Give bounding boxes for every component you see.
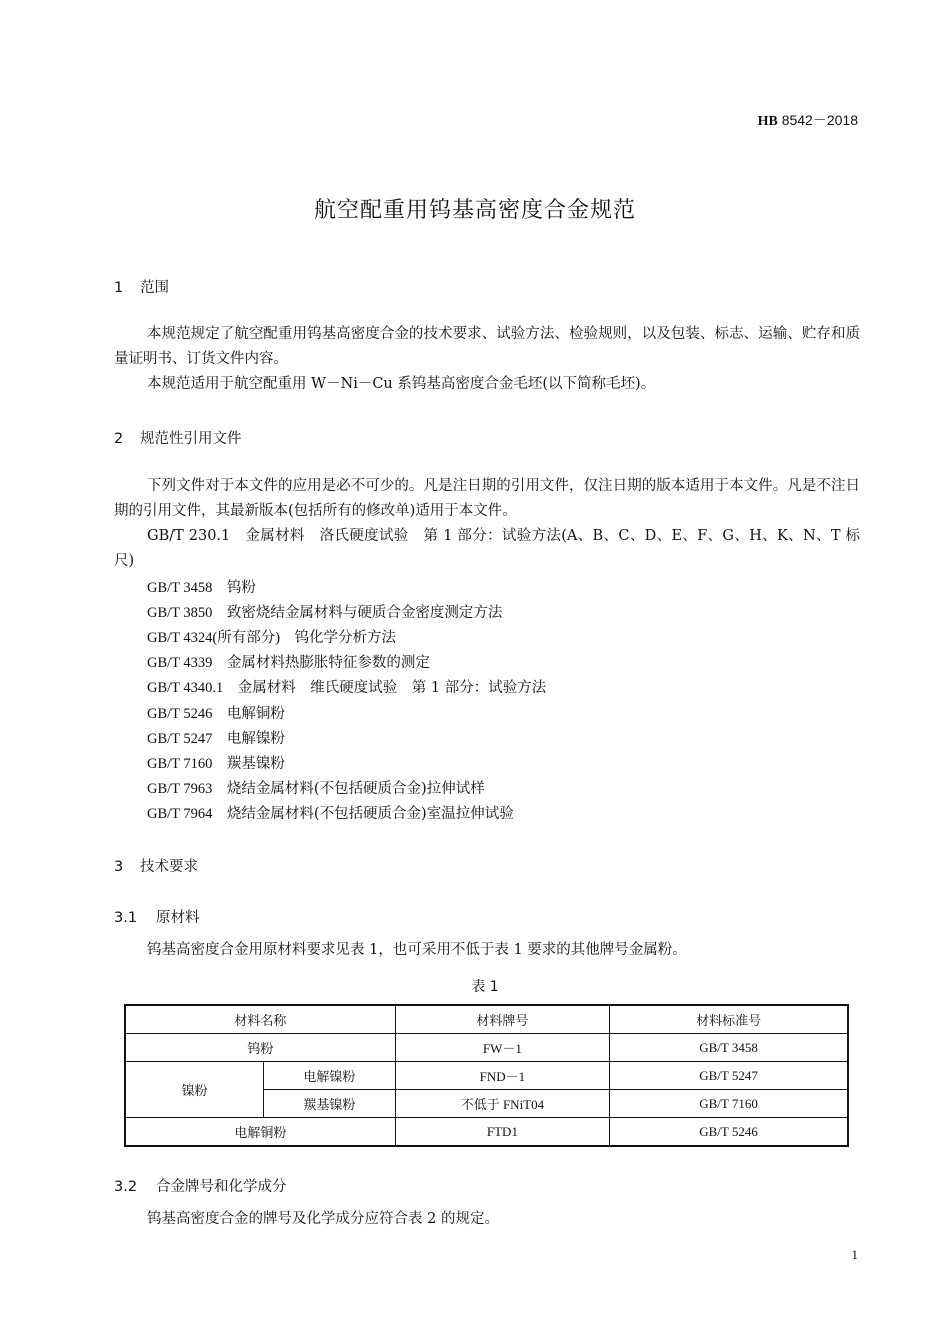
section-number: 3 <box>114 859 124 875</box>
reference-item: GB/T 3850 致密烧结金属材料与硬质合金密度测定方法 <box>147 605 503 621</box>
table-cell: 电解镍粉 <box>264 1062 396 1090</box>
table-header-cell: 材料标准号 <box>610 1005 848 1034</box>
section-1-heading <box>114 276 169 297</box>
reference-item: GB/T 4340.1 金属材料 维氏硬度试验 第 1 部分：试验方法 <box>147 680 547 696</box>
section-number: 3.1 <box>114 910 138 926</box>
table-cell: GB/T 7160 <box>610 1090 848 1118</box>
scope-paragraph-2: 本规范适用于航空配重用 W－Ni－Cu 系钨基高密度合金毛坯(以下简称毛坯)。 <box>147 376 656 392</box>
table-cell: GB/T 5246 <box>610 1118 848 1147</box>
reference-item: GB/T 7963 烧结金属材料(不包括硬质合金)拉伸试样 <box>147 781 485 797</box>
section-3-2-heading <box>114 1175 287 1196</box>
table-1-caption: 表 1 <box>471 979 499 995</box>
section-3-heading <box>114 855 198 876</box>
reference-item: GB/T 3458 钨粉 <box>147 580 256 596</box>
table-row <box>125 1118 848 1147</box>
table-cell: FTD1 <box>395 1118 609 1147</box>
table-cell: 镍粉 <box>125 1062 264 1118</box>
section-3-1-heading <box>114 906 200 927</box>
document-title: 航空配重用钨基高密度合金规范 <box>313 198 636 223</box>
reference-gbt-230-1: GB/T 230.1 金属材料 洛氏硬度试验 第 1 部分：试验方法(A、B、C、D、E、F、G、H、K、N、T 标尺) <box>114 528 860 569</box>
alloy-grade-paragraph: 钨基高密度合金的牌号及化学成分应符合表 2 的规定。 <box>147 1211 499 1227</box>
table-row <box>125 1062 848 1090</box>
table-row <box>125 1034 848 1062</box>
reference-item: GB/T 4324(所有部分) 钨化学分析方法 <box>147 630 397 646</box>
section-2-heading <box>114 427 242 448</box>
section-title: 原材料 <box>156 910 200 926</box>
table-cell: 羰基镍粉 <box>264 1090 396 1118</box>
section-number: 3.2 <box>114 1179 138 1195</box>
table-cell: GB/T 3458 <box>610 1034 848 1062</box>
raw-material-paragraph: 钨基高密度合金用原材料要求见表 1，也可采用不低于表 1 要求的其他牌号金属粉。 <box>147 942 687 958</box>
standard-number: 8542－2018 <box>781 112 858 128</box>
table-cell: 不低于 FNiT04 <box>395 1090 609 1118</box>
section-number: 1 <box>114 280 124 296</box>
table-cell: 电解铜粉 <box>125 1118 395 1147</box>
reference-item: GB/T 5246 电解铜粉 <box>147 706 285 722</box>
standard-id <box>758 110 858 130</box>
reference-item: GB/T 7964 烧结金属材料(不包括硬质合金)室温拉伸试验 <box>147 806 514 822</box>
table-header-row <box>125 1005 848 1034</box>
section-title: 规范性引用文件 <box>140 431 242 447</box>
reference-item: GB/T 7160 羰基镍粉 <box>147 756 285 772</box>
table-cell: FND－1 <box>395 1062 609 1090</box>
standard-prefix: HB <box>757 114 778 129</box>
scope-paragraph-1: 本规范规定了航空配重用钨基高密度合金的技术要求、试验方法、检验规则，以及包装、标志、运输、贮存和质量证明书、订货文件内容。 <box>114 326 860 367</box>
table-header-cell: 材料名称 <box>125 1005 395 1034</box>
references-intro: 下列文件对于本文件的应用是必不可少的。凡是注日期的引用文件，仅注日期的版本适用于本文件。凡是不注日期的引用文件，其最新版本(包括所有的修改单)适用于本文件。 <box>114 478 860 519</box>
reference-item: GB/T 5247 电解镍粉 <box>147 731 285 747</box>
table-header-cell: 材料牌号 <box>395 1005 609 1034</box>
table-cell: GB/T 5247 <box>610 1062 848 1090</box>
section-title: 技术要求 <box>140 859 198 875</box>
reference-item: GB/T 4339 金属材料热膨胀特征参数的测定 <box>147 655 430 671</box>
table-cell: 钨粉 <box>125 1034 395 1062</box>
section-title: 合金牌号和化学成分 <box>156 1179 287 1195</box>
section-title: 范围 <box>140 280 169 296</box>
page-number: 1 <box>851 1247 858 1262</box>
section-number: 2 <box>114 431 124 447</box>
table-1 <box>124 1004 849 1147</box>
table-cell: FW－1 <box>395 1034 609 1062</box>
